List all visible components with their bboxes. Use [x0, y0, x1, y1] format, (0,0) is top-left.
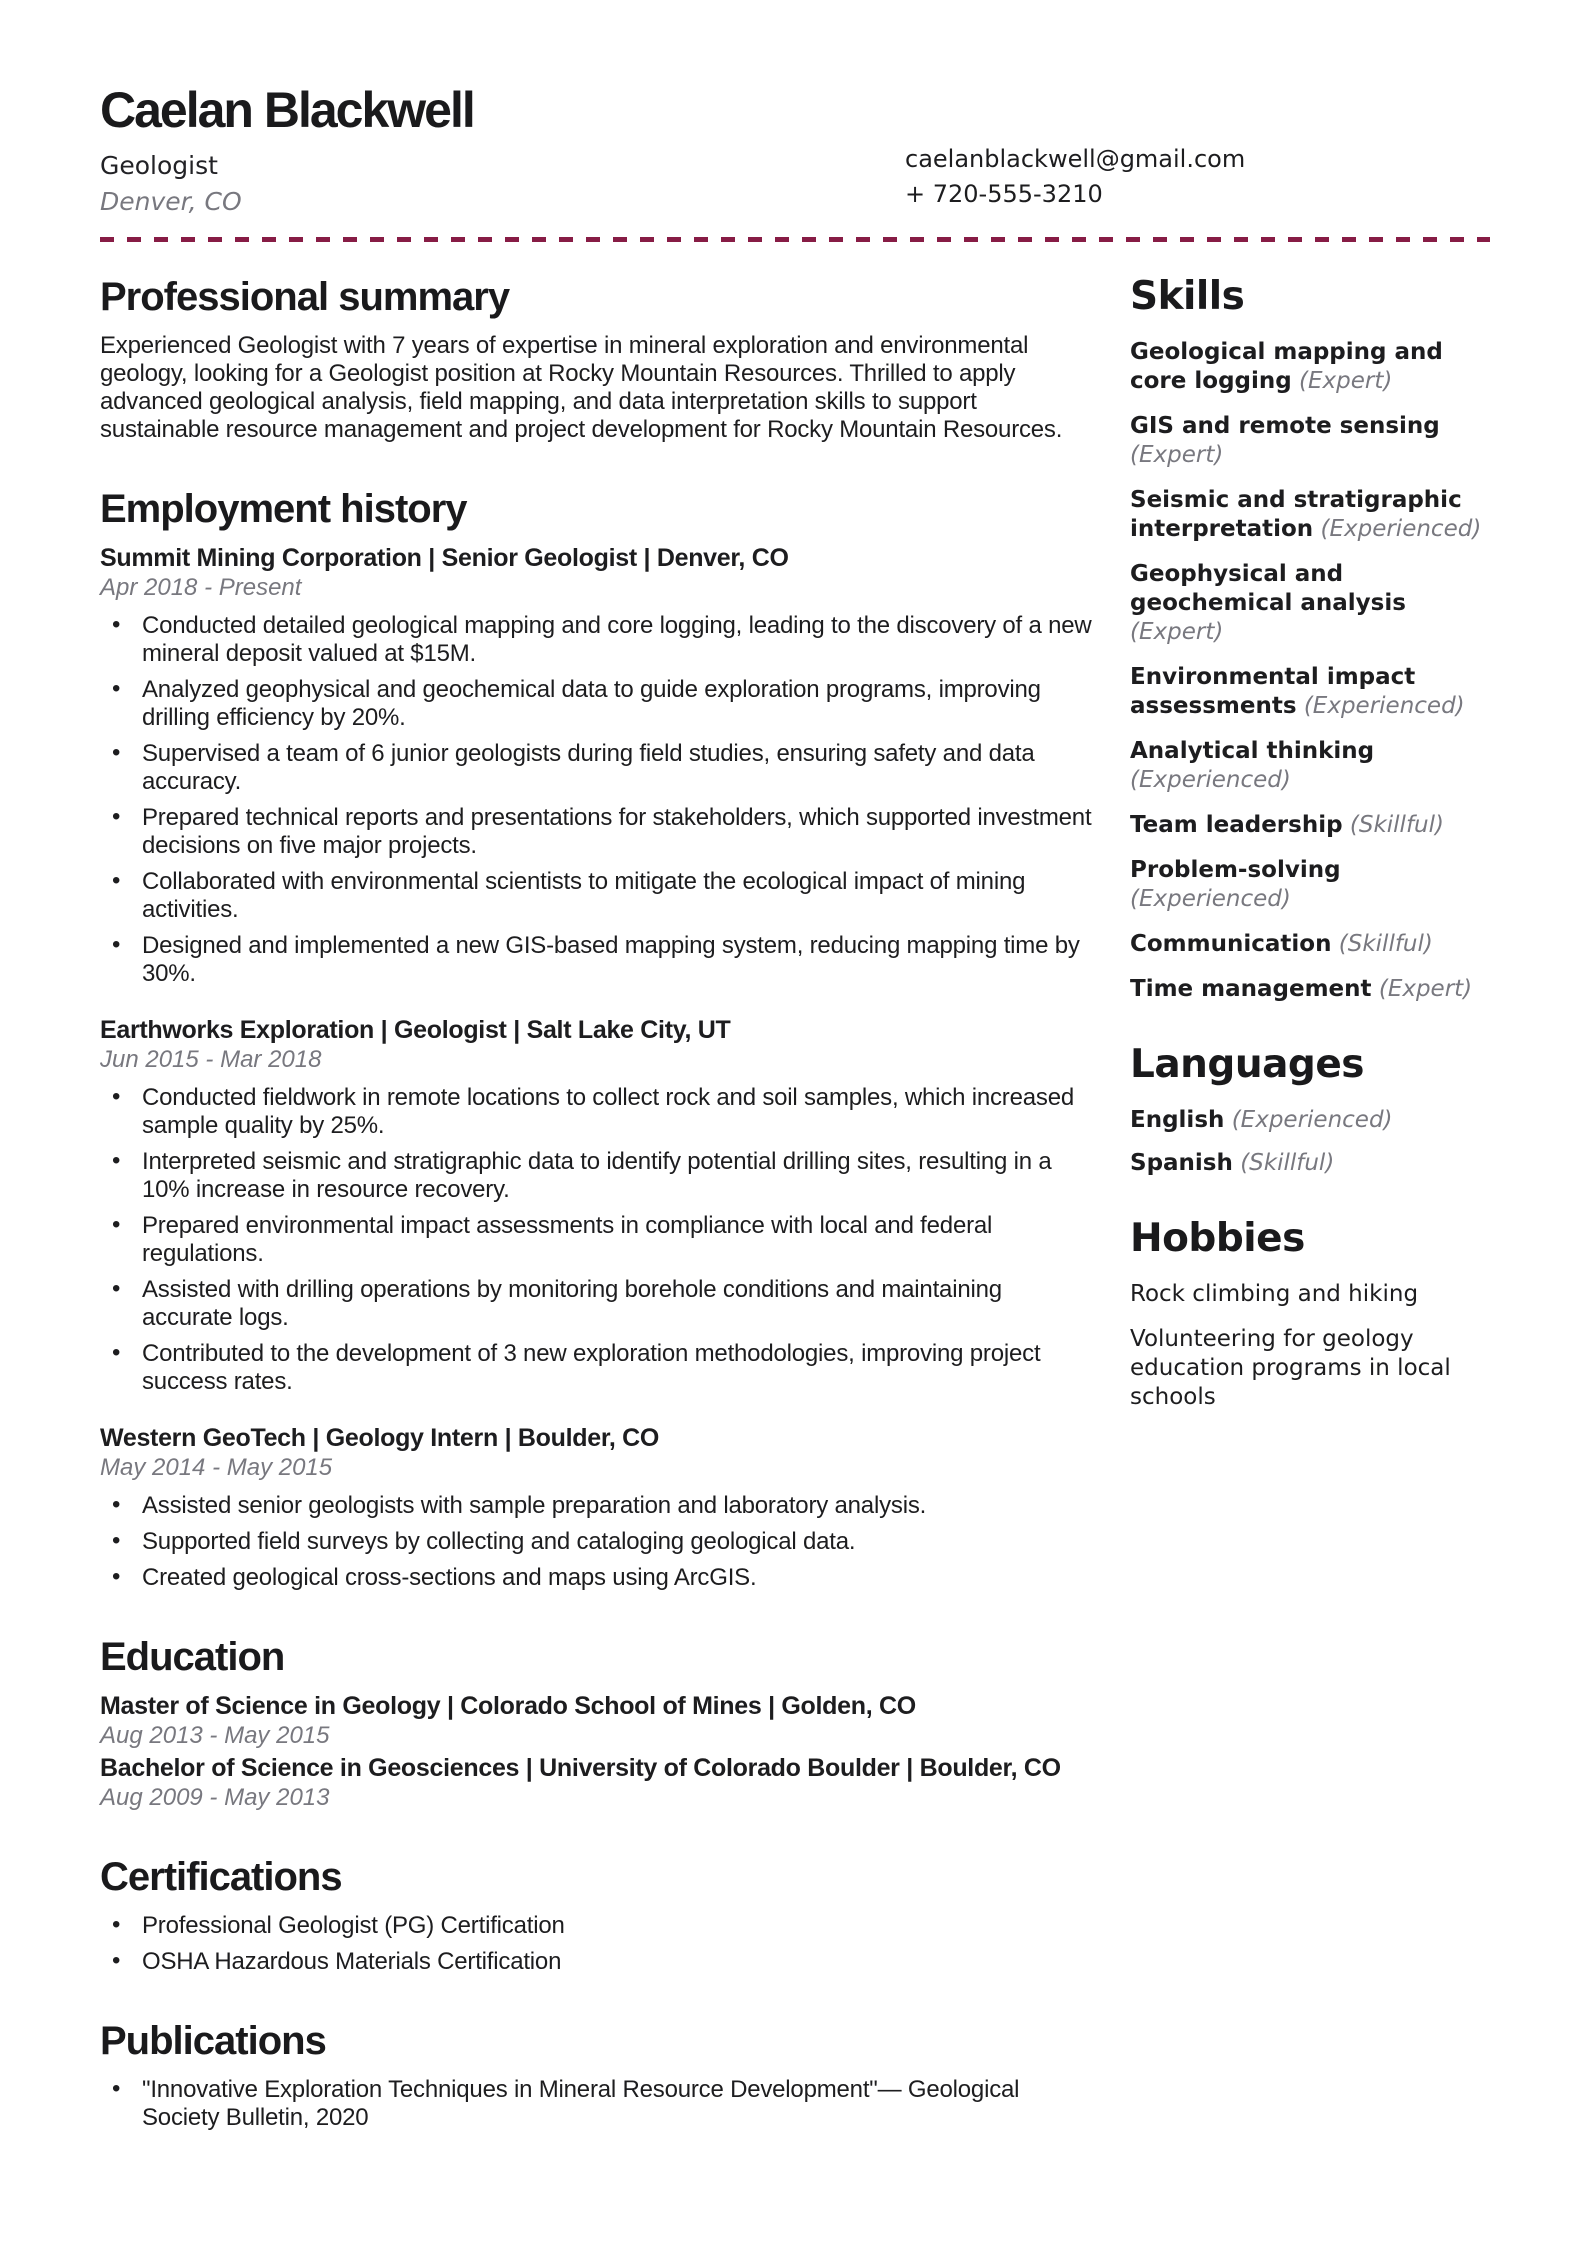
skill-item — [1130, 737, 1490, 795]
skill-name: Environmental impact assessments — [1130, 663, 1416, 719]
job-dates: May 2014 - May 2015 — [100, 1453, 333, 1481]
language-name: Spanish — [1130, 1149, 1233, 1176]
section-certifications — [100, 1856, 1095, 1976]
sidebar-column — [1130, 242, 1490, 2160]
skill-level: (Expert) — [1299, 367, 1393, 394]
job-bullet-list — [100, 1084, 1095, 1396]
section-education — [100, 1636, 1095, 1812]
bullet-item: • Contributed to the development of 3 new exploration methodologies, improving project success rates. — [100, 1340, 1095, 1396]
language-item — [1130, 1149, 1490, 1178]
skill-name: Geophysical and geochemical analysis — [1130, 560, 1406, 616]
skill-name: Seismic and stratigraphic interpretation — [1130, 486, 1462, 542]
bullet-item: • OSHA Hazardous Materials Certification — [100, 1948, 1095, 1976]
degree-title: Master of Science in Geology | Colorado School of Mines | Golden, CO — [100, 1691, 916, 1720]
section-heading: Hobbies — [1130, 1215, 1305, 1261]
section-professional-summary — [100, 276, 1095, 444]
section-heading: Education — [100, 1634, 285, 1679]
skill-level: (Experienced) — [1130, 766, 1291, 793]
certification-list — [100, 1912, 1095, 1976]
degree-dates: Aug 2013 - May 2015 — [100, 1721, 330, 1749]
bullet-item: • Prepared technical reports and presentations for stakeholders, which supported investment decisions on five major projects. — [100, 804, 1095, 860]
job-entry — [100, 544, 1095, 988]
skill-level: (Skillful) — [1349, 811, 1444, 838]
skill-item — [1130, 856, 1490, 914]
bullet-item: • Analyzed geophysical and geochemical data to guide exploration programs, improving drilling efficiency by 20%. — [100, 676, 1095, 732]
skill-level: (Expert) — [1130, 618, 1224, 645]
bullet-item: • Assisted with drilling operations by monitoring borehole conditions and maintaining accurate logs. — [100, 1276, 1095, 1332]
skill-item — [1130, 975, 1490, 1004]
bullet-item: • Supported field surveys by collecting and cataloging geological data. — [100, 1528, 1095, 1556]
degree-dates: Aug 2009 - May 2013 — [100, 1783, 330, 1811]
person-location: Denver, CO — [100, 186, 242, 216]
skill-level: (Experienced) — [1303, 692, 1465, 719]
job-title: Earthworks Exploration | Geologist | Salt Lake City, UT — [100, 1015, 731, 1044]
skill-name: Problem-solving — [1130, 856, 1341, 883]
job-bullet-list — [100, 612, 1095, 988]
section-publications — [100, 2020, 1095, 2132]
skill-name: GIS and remote sensing — [1130, 412, 1440, 439]
language-level: (Skillful) — [1240, 1149, 1335, 1176]
job-dates: Apr 2018 - Present — [100, 573, 302, 601]
section-heading: Publications — [100, 2018, 326, 2063]
skill-level: (Experienced) — [1320, 515, 1482, 542]
publication-list — [100, 2076, 1095, 2132]
job-dates: Jun 2015 - Mar 2018 — [100, 1045, 322, 1073]
job-title: Summit Mining Corporation | Senior Geologist | Denver, CO — [100, 543, 789, 572]
skill-name: Team leadership — [1130, 811, 1343, 838]
section-heading: Employment history — [100, 486, 467, 531]
language-level: (Experienced) — [1231, 1106, 1393, 1133]
bullet-item: • Designed and implemented a new GIS-based mapping system, reducing mapping time by 30%. — [100, 932, 1095, 988]
education-entry — [100, 1692, 1095, 1750]
person-job-title: Geologist — [100, 150, 218, 180]
skill-name: Analytical thinking — [1130, 737, 1375, 764]
section-heading: Certifications — [100, 1854, 342, 1899]
hobby-item: Rock climbing and hiking — [1130, 1280, 1419, 1307]
contact-block — [905, 142, 1245, 212]
section-heading: Skills — [1130, 273, 1245, 319]
job-entry — [100, 1016, 1095, 1396]
bullet-item: • Professional Geologist (PG) Certification — [100, 1912, 1095, 1940]
degree-title: Bachelor of Science in Geosciences | University of Colorado Boulder | Boulder, CO — [100, 1753, 1061, 1782]
person-name: Caelan Blackwell — [100, 82, 474, 138]
bullet-item: • Prepared environmental impact assessments in compliance with local and federal regulations. — [100, 1212, 1095, 1268]
bullet-item: • Collaborated with environmental scientists to mitigate the ecological impact of mining activities. — [100, 868, 1095, 924]
bullet-item: • Assisted senior geologists with sample preparation and laboratory analysis. — [100, 1492, 1095, 1520]
section-hobbies — [1130, 1215, 1490, 1412]
section-languages — [1130, 1041, 1490, 1178]
bullet-item: • Interpreted seismic and stratigraphic data to identify potential drilling sites, resulting in a 10% increase in resource recovery. — [100, 1148, 1095, 1204]
language-name: English — [1130, 1106, 1225, 1133]
job-entry — [100, 1424, 1095, 1592]
section-employment-history — [100, 488, 1095, 1592]
bullet-item: • "Innovative Exploration Techniques in Mineral Resource Development"— Geological Society Bulletin, 2020 — [100, 2076, 1095, 2132]
skill-level: (Expert) — [1378, 975, 1473, 1002]
bullet-item: • Conducted fieldwork in remote locations to collect rock and soil samples, which increased sample quality by 25%. — [100, 1084, 1095, 1140]
section-heading: Professional summary — [100, 274, 510, 319]
content-columns — [100, 242, 1490, 2160]
skill-name: Geological mapping and core logging — [1130, 338, 1443, 394]
resume-header — [100, 84, 1490, 217]
contact-email: caelanblackwell@gmail.com — [905, 145, 1246, 173]
bullet-item: • Conducted detailed geological mapping and core logging, leading to the discovery of a new mineral deposit valued at $15M. — [100, 612, 1095, 668]
skill-item — [1130, 560, 1490, 647]
skill-level: (Experienced) — [1130, 885, 1291, 912]
contact-phone: + 720-555-3210 — [905, 180, 1103, 208]
skill-item — [1130, 412, 1490, 470]
skill-item — [1130, 811, 1490, 840]
skill-item — [1130, 338, 1490, 396]
skill-level: (Expert) — [1130, 441, 1224, 468]
language-item — [1130, 1106, 1490, 1135]
skill-item — [1130, 663, 1490, 721]
hobby-item: Volunteering for geology education programs in local schools — [1130, 1325, 1451, 1410]
section-skills — [1130, 273, 1490, 1004]
skill-item — [1130, 930, 1490, 959]
education-entry — [100, 1754, 1095, 1812]
summary-text: Experienced Geologist with 7 years of expertise in mineral exploration and environmental geology, looking for a Geologist position at Rocky Mountain Resources. Thrilled to apply advanced geological analysis, field mapping, and data interpretation skills to support sustainable resource management and project development for Rocky Mountain Resources. — [100, 331, 1063, 443]
job-title: Western GeoTech | Geology Intern | Boulder, CO — [100, 1423, 660, 1452]
section-heading: Languages — [1130, 1041, 1365, 1087]
skill-item — [1130, 486, 1490, 544]
skill-name: Communication — [1130, 930, 1332, 957]
bullet-item: • Created geological cross-sections and maps using ArcGIS. — [100, 1564, 1095, 1592]
skill-name: Time management — [1130, 975, 1372, 1002]
skill-level: (Skillful) — [1338, 930, 1433, 957]
main-column — [100, 242, 1095, 2160]
job-bullet-list — [100, 1492, 1095, 1592]
bullet-item: • Supervised a team of 6 junior geologists during field studies, ensuring safety and data accuracy. — [100, 740, 1095, 796]
